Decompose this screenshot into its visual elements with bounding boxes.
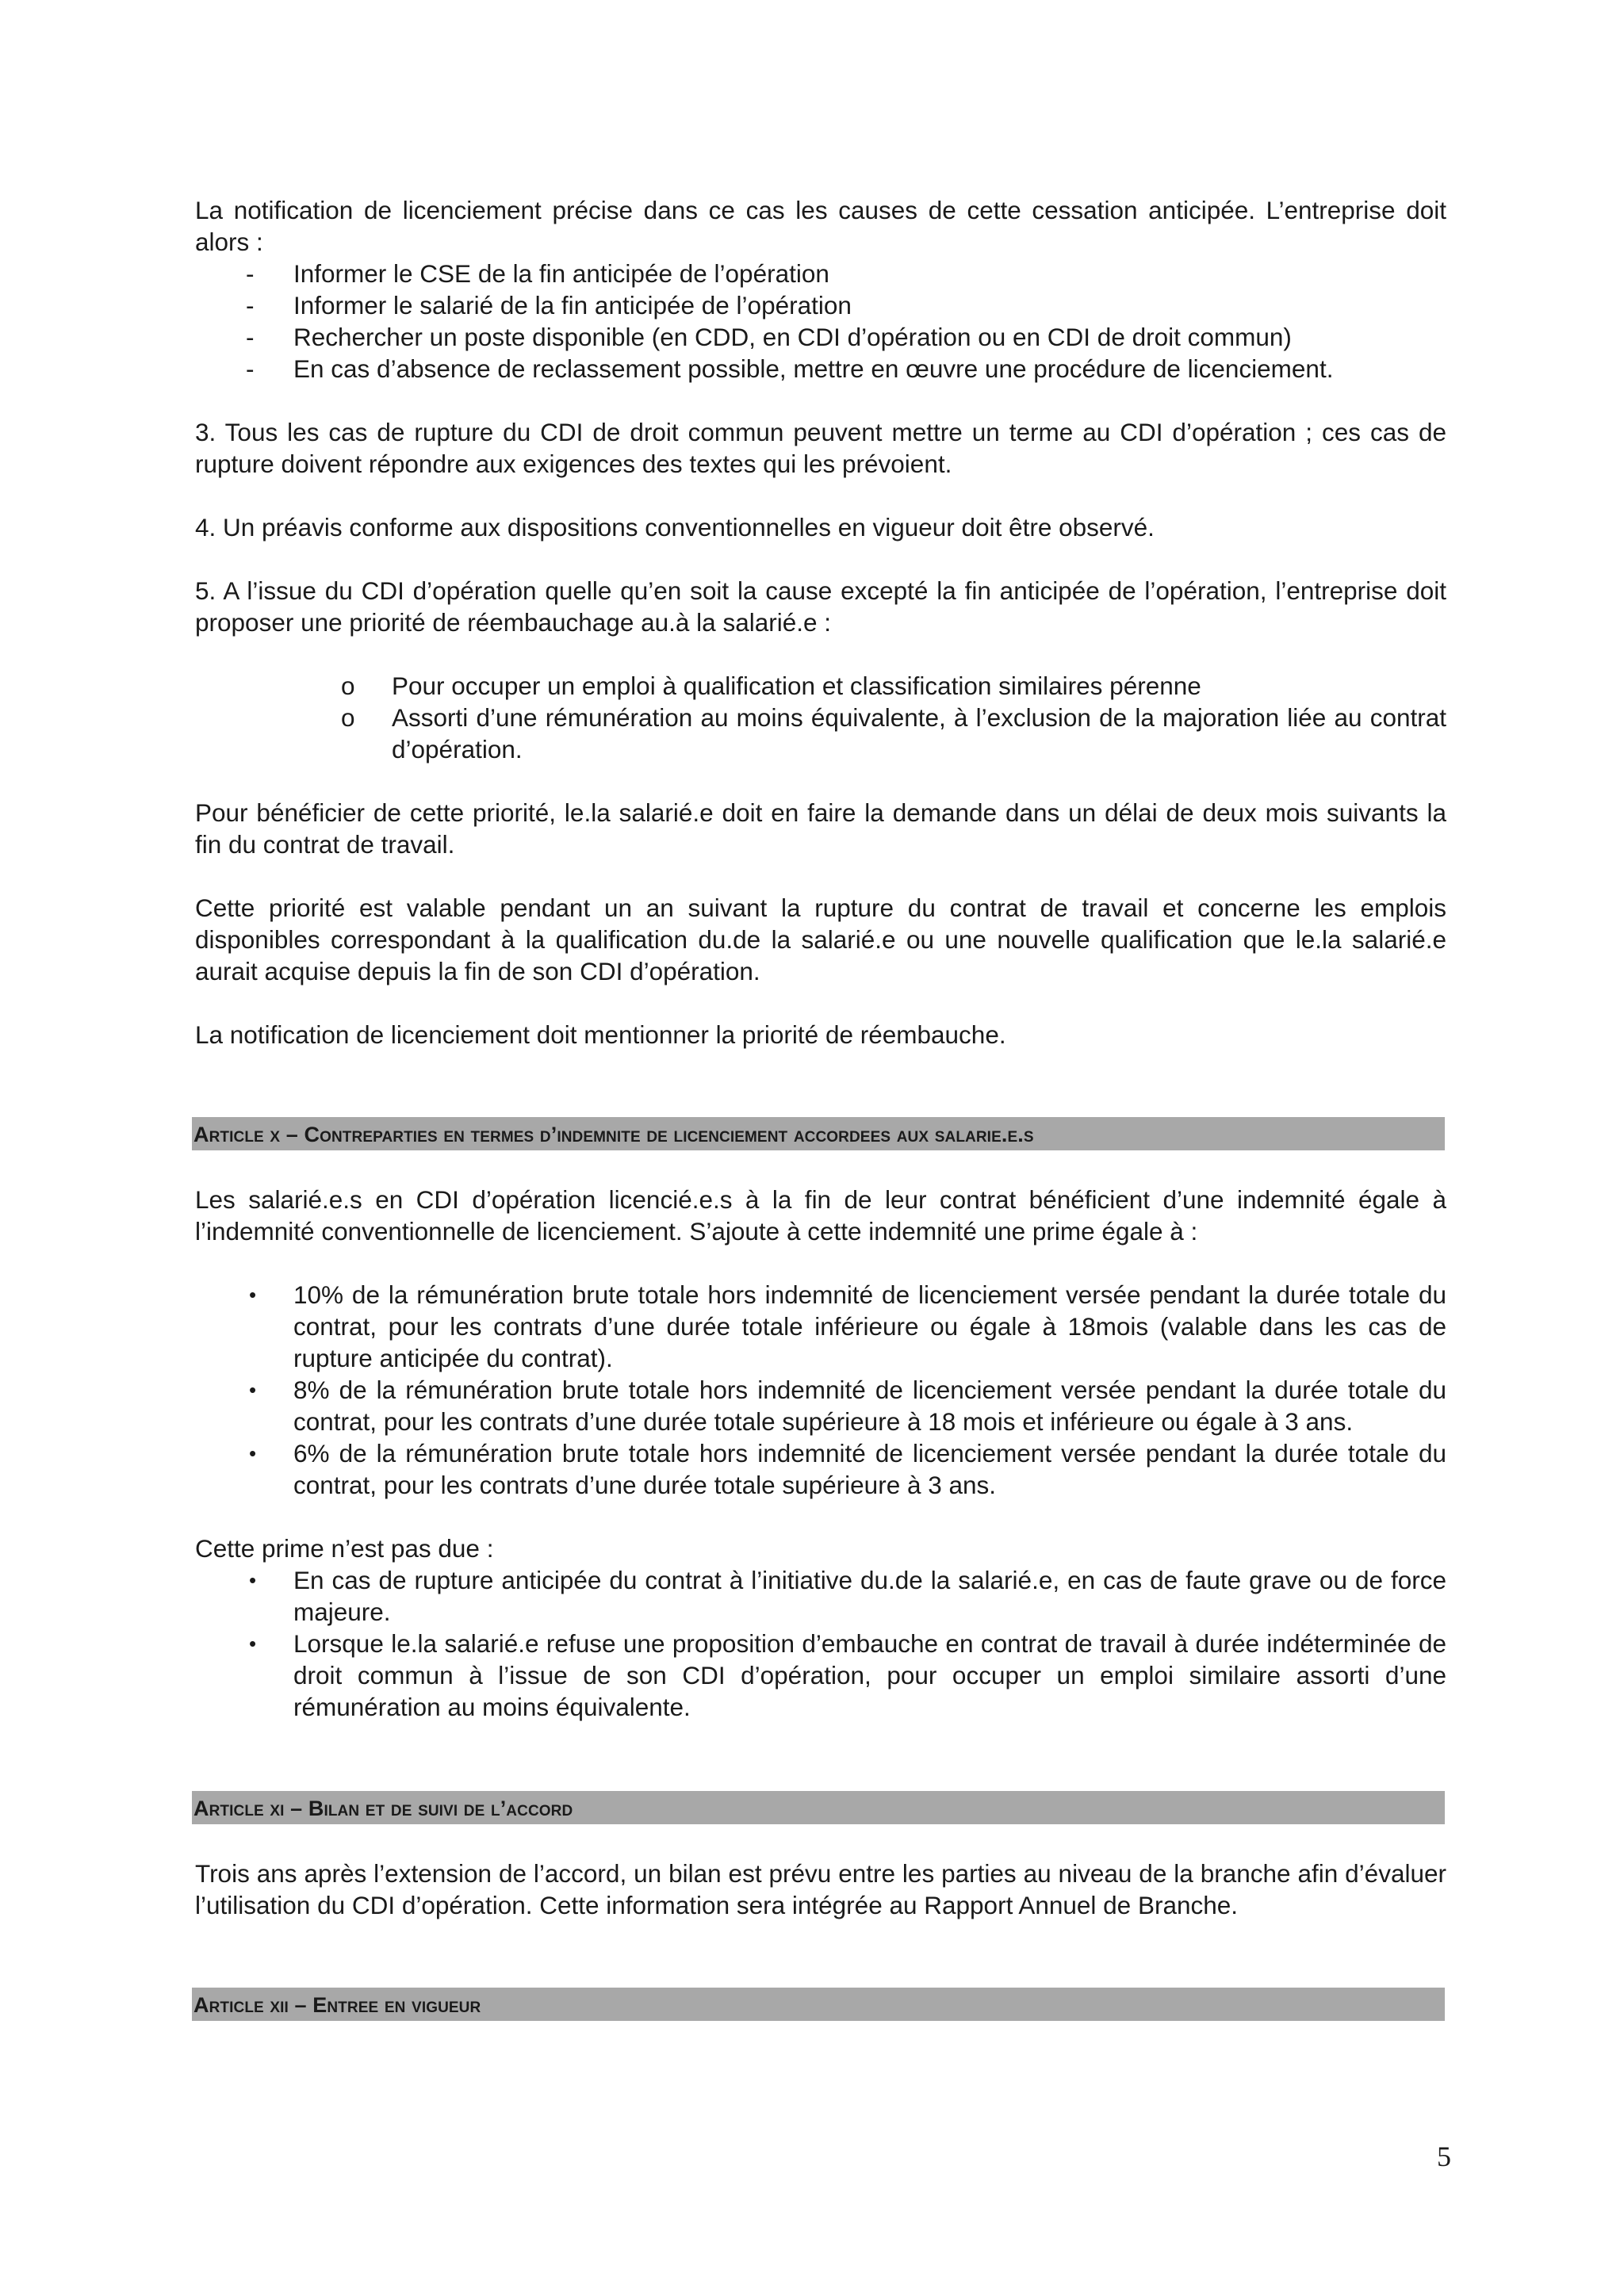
bullet-marker: • (249, 1378, 257, 1402)
article-xi-paragraph: Trois ans après l’extension de l’accord, un bilan est prévu entre les parties au niveau de la branche afin d’évaluer l’utilisation du CDI d’opération. Cette information sera intégrée au Rapport Annuel de Branche. (195, 1859, 1446, 1919)
bullet-marker: • (249, 1283, 257, 1307)
dash-marker: - (246, 259, 255, 288)
intro-dash-list (195, 258, 1446, 385)
list-item: • 6% de la rémunération brute totale hors indemnité de licenciement versée pendant la durée totale du contrat, pour les contrats d’une durée totale supérieure à 3 ans. (249, 1439, 1446, 1499)
list-item: o Pour occuper un emploi à qualification et classification similaires pérenne (341, 672, 1201, 700)
priority-paragraph-3: La notification de licenciement doit mentionner la priorité de réembauche. (195, 1020, 1006, 1049)
point-5-list (195, 670, 1446, 765)
list-item: - Informer le salarié de la fin anticipée de l’opération (246, 291, 852, 320)
list-item: - Rechercher un poste disponible (en CDD, en CDI d’opération ou en CDI de droit commun) (246, 323, 1292, 351)
list-item: • En cas de rupture anticipée du contrat à l’initiative du.de la salarié.e, en cas de faute grave ou de force majeure. (249, 1566, 1446, 1626)
article-x-paragraph: Les salarié.e.s en CDI d’opération licencié.e.s à la fin de leur contrat bénéficient d’une indemnité égale à l’indemnité conventionnelle de licenciement. S’ajoute à cette indemnité une prime égale à : (195, 1185, 1446, 1246)
priority-paragraph-2: Cette priorité est valable pendant un an suivant la rupture du contrat de travail et concerne les emplois disponibles correspondant à la qualification du.de la salarié.e ou une nouvelle qualification que le.la salarié.e aurait acquise depuis la fin de son CDI d’opération. (195, 894, 1446, 985)
list-item: • 8% de la rémunération brute totale hors indemnité de licenciement versée pendant la durée totale du contrat, pour les contrats d’une durée totale supérieure à 18 mois et inférieure ou égale à 3 ans. (249, 1376, 1446, 1436)
intro-paragraph: La notification de licenciement précise dans ce cas les causes de cette cessation anticipée. L’entreprise doit alors : (195, 196, 1446, 256)
bullet-marker: • (249, 1568, 257, 1592)
dash-marker: - (246, 291, 255, 320)
page-number: 5 (1437, 2141, 1451, 2172)
list-item: o Assorti d’une rémunération au moins équivalente, à l’exclusion de la majoration liée au contrat d’opération. (341, 703, 1446, 763)
article-x-bullet-list (195, 1279, 1446, 1501)
dash-marker: - (246, 354, 255, 383)
list-item: • Lorsque le.la salarié.e refuse une proposition d’embauche en contrat de travail à durée indéterminée de droit commun à l’issue de son CDI d’opération, pour occuper un emploi similaire assorti d’une rémunération au moins équivalente. (249, 1629, 1446, 1721)
circle-marker: o (341, 703, 355, 732)
bullet-marker: • (249, 1441, 257, 1465)
point-5-paragraph: 5. A l’issue du CDI d’opération quelle qu’en soit la cause excepté la fin anticipée de l’opération, l’entreprise doit proposer une priorité de réembauchage au.à la salarié.e : (195, 576, 1446, 637)
list-item: - Informer le CSE de la fin anticipée de l’opération (246, 259, 829, 288)
bullet-marker: • (249, 1632, 257, 1655)
not-due-intro: Cette prime n’est pas due : (195, 1534, 494, 1563)
list-item: - En cas d’absence de reclassement possible, mettre en œuvre une procédure de licenciement. (246, 354, 1334, 383)
list-item: • 10% de la rémunération brute totale hors indemnité de licenciement versée pendant la durée totale du contrat, pour les contrats d’une durée totale inférieure ou égale à 18mois (valable dans les cas de rupture anticipée du contrat). (249, 1280, 1446, 1372)
dash-marker: - (246, 323, 255, 351)
point-4-paragraph: 4. Un préavis conforme aux dispositions conventionnelles en vigueur doit être observé. (195, 513, 1155, 541)
point-3-paragraph: 3. Tous les cas de rupture du CDI de droit commun peuvent mettre un terme au CDI d’opération ; ces cas de rupture doivent répondre aux exigences des textes qui les prévoient. (195, 418, 1446, 478)
article-x-heading: Article x – Contreparties en termes d’indemnite de licenciement accordees aux salarie.e.s (192, 1117, 1445, 1150)
not-due-bullet-list (195, 1564, 1446, 1723)
article-xi-heading: Article xi – Bilan et de suivi de l’accord (192, 1791, 1445, 1824)
circle-marker: o (341, 672, 355, 700)
page-content (195, 194, 1446, 2021)
article-xii-heading: Article xii – Entree en vigueur (192, 1988, 1445, 2021)
priority-paragraph-1: Pour bénéficier de cette priorité, le.la salarié.e doit en faire la demande dans un délai de deux mois suivants la fin du contrat de travail. (195, 798, 1446, 859)
